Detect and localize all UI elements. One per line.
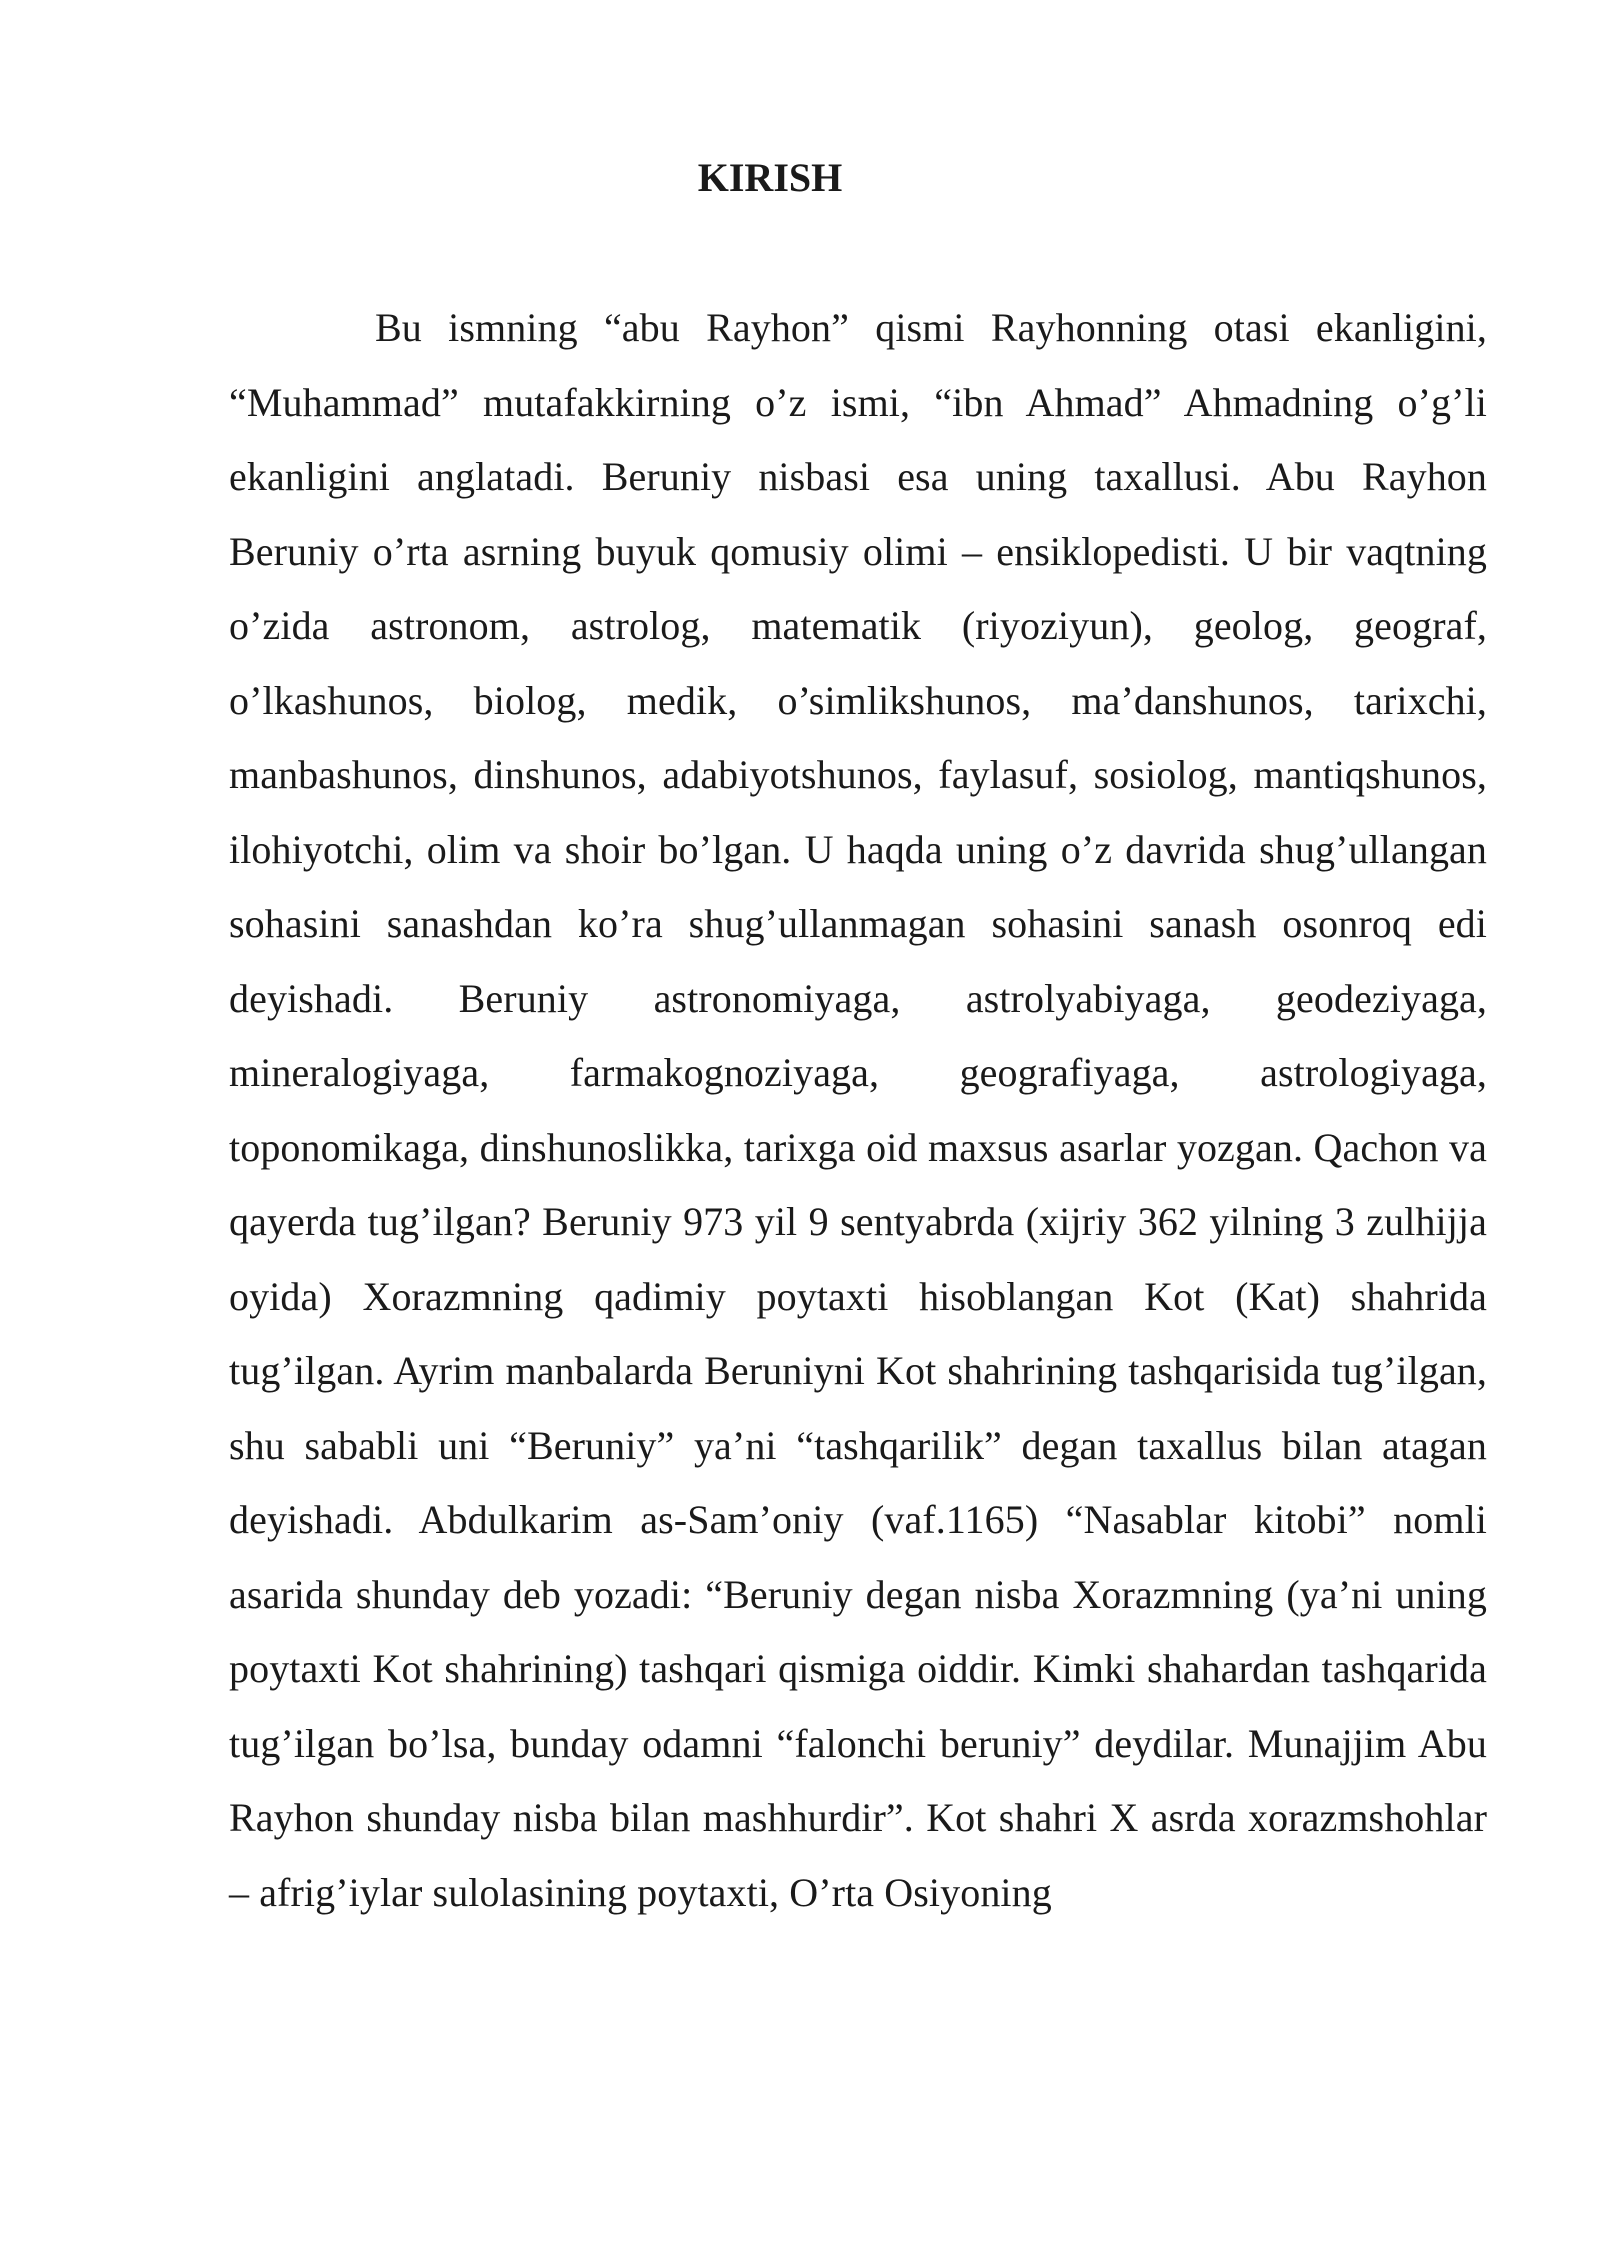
- body-paragraph: Bu ismning “abu Rayhon” qismi Rayhonning otasi ekanligini, “Muhammad” mutafakkirning o’z ismi, “ibn Ahmad” Ahmadning o’g’li ekanligini anglatadi. Beruniy nisbasi esa uning taxallusi. Abu Rayhon Beruniy o’rta asrning buyuk qomusiy olimi – ensiklopedisti. U bir vaqtning o’zida astronom, astrolog, matematik (riyoziyun), geolog, geograf, o’lkashunos, biolog, medik, o’simlikshunos, ma’danshunos, tarixchi, manbashunos, dinshunos, adabiyotshunos, faylasuf, sosiolog, mantiqshunos, ilohiyotchi, olim va shoir bo’lgan. U haqda uning o’z davrida shug’ullangan sohasini sanashdan ko’ra shug’ullanmagan sohasini sanash osonroq edi deyishadi. Beruniy astronomiyaga, astrolyabiyaga, geodeziyaga, mineralogiyaga, farmakognoziyaga, geografiyaga, astrologiyaga, toponomikaga, dinshunoslikka, tarixga oid maxsus asarlar yozgan. Qachon va qayerda tug’ilgan? Beruniy 973 yil 9 sentyabrda (xijriy 362 yilning 3 zulhijja oyida) Xorazmning qadimiy poytaxti hisoblangan Kot (Kat) shahrida tug’ilgan. Ayrim manbalarda Beruniyni Kot shahrining tashqarisida tug’ilgan, shu sababli uni “Beruniy” ya’ni “tashqarilik” degan taxallus bilan atagan deyishadi. Abdulkarim as-Sam’oniy (vaf.1165) “Nasablar kitobi” nomli asarida shunday deb yozadi: “Beruniy degan nisba Xorazmning (ya’ni uning poytaxti Kot shahrining) tashqari qismiga oiddir. Kimki shahardan tashqarida tug’ilgan bo’lsa, bunday odamni “falonchi beruniy” deydilar. Munajjim Abu Rayhon shunday nisba bilan mashhurdir”. Kot shahri X asrda xorazmshohlar – afrig’iylar sulolasining poytaxti, O’rta Osiyoning: [229, 305, 1487, 1915]
- page-heading: KIRISH: [697, 155, 843, 200]
